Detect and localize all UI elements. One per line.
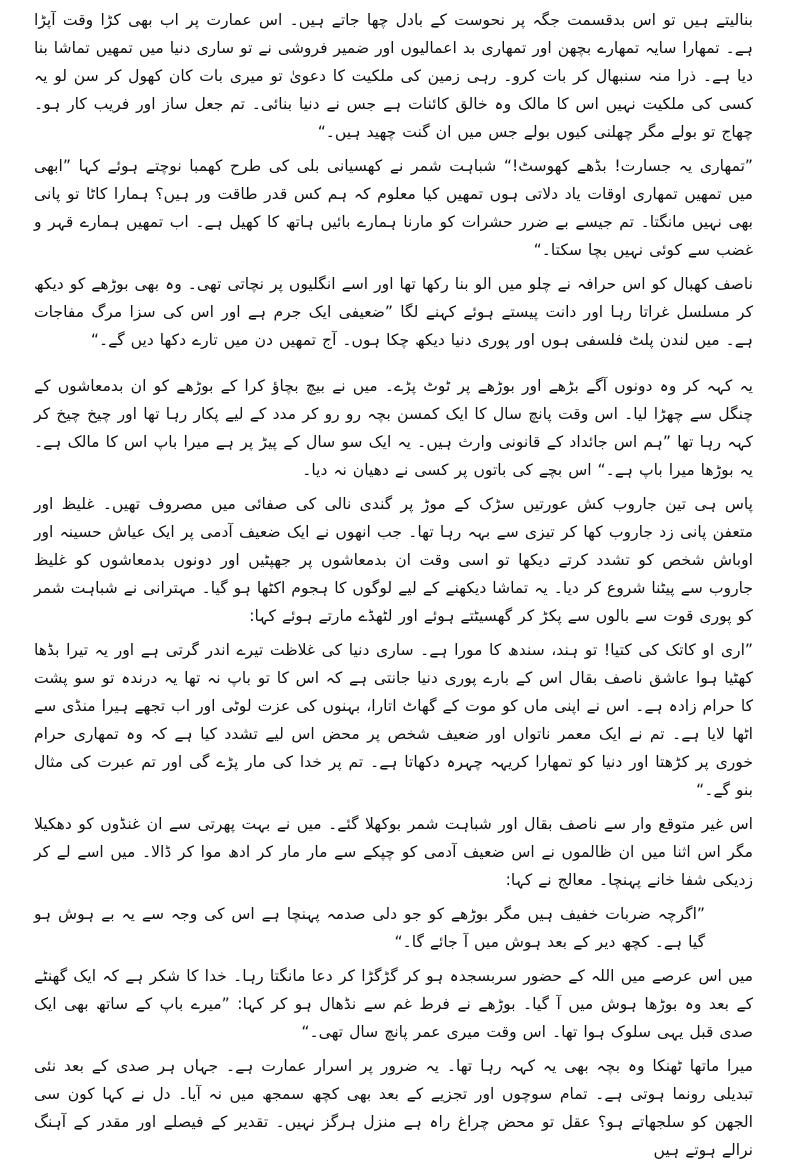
paragraph-9: میں اس عرصے میں اللہ کے حضور سربسجدہ ہو کر گڑگڑا کر دعا مانگتا رہا۔ خدا کا شکر ہے کہ ایک گھنٹے کے بعد وہ بوڑھا ہوش میں آ گیا۔ بوڑھے نے فرط غم سے نڈھال ہو کر کہا: ”میرے باپ کے ساتھ بھی ایک صدی قبل یہی سلوک ہوا تھا۔ اس وقت میری عمر پانچ سال تھی۔“ <box>34 967 753 1041</box>
paragraph-2: ”تمھاری یہ جسارت! بڈھے کھوسٹ!“ شباہت شمر نے کھسیانی بلی کی طرح کھمبا نوچتے ہوئے کہا ”ابھی میں تمھیں تمھاری اوقات یاد دلاتی ہوں تمھیں کیا معلوم کہ ہم کس قدر طاقت ور ہیں؟ ہمارا کاٹا تو پانی بھی نہیں مانگتا۔ تم جیسے بے ضرر حشرات کو مارنا ہمارے بائیں ہاتھ کا کھیل ہے۔ اب تمھیں ہمارے قہر و غضب سے کوئی نہیں بچا سکتا۔“ <box>34 157 753 259</box>
paragraph-1: بنالیتے ہیں تو اس بدقسمت جگہ پر نحوست کے بادل چھا جاتے ہیں۔ اس عمارت پر اب بھی کڑا وقت آپڑا ہے۔ تمھارا سایہ تمھارے بچھن اور تمھاری بد اعمالیوں اور ضمیر فروشی نے تو ساری دنیا میں تمھیں تماشا بنا دیا ہے۔ ذرا منہ سنبھال کر بات کرو۔ رہی زمین کی ملکیت کا دعویٰ تو میری بات کان کھول کر سن لو یہ کسی کی ملکیت نہیں اس کا مالک وہ خالق کائنات ہے جس نے دنیا بنائی۔ تم جعل ساز اور فریب کار ہو۔ چھاج تو بولے مگر چھلنی کیوں بولے جس میں ان گنت چھید ہیں۔“ <box>34 11 753 141</box>
paragraph-3: ناصف کھبال کو اس حرافہ نے چلو میں الو بنا رکھا تھا اور اسے انگلیوں پر نچاتی تھی۔ وہ بھی بوڑھے کو دیکھ کر مسلسل غراتا رہا اور دانت پیستے ہوئے کہنے لگا ”ضعیفی ایک جرم ہے اور اس کی سزا مرگ مفاجات ہے۔ میں لندن پلٹ فلسفی ہوں اور پوری دنیا دیکھ چکا ہوں۔ آج تمھیں دن میں تارے دکھا دیں گے۔“ <box>34 275 753 349</box>
paragraph-6: ”اری او کاتک کی کتیا! تو ہند، سندھ کا مورا ہے۔ ساری دنیا کی غلاظت تیرے اندر گرتی ہے اور یہ تیرا بڈھا کھٹیا ہوا عاشق ناصف بقال اس کے بارے پوری دنیا جانتی ہے کہ اس کا تو باپ نہ تھا یہ درندہ تو سو پشت کا حرام زادہ ہے۔ اس نے اپنی ماں کو موت کے گھاٹ اتارا، بہنوں کی عزت لوٹی اور اب تجھے ہیرا منڈی سے اٹھا لایا ہے۔ تم نے ایک معمر ناتواں اور ضعیف شخص پر محض اس لیے تشدد کیا ہے کہ وہ تمھاری حرام خوری پر کڑھتا اور دنیا کو تمھارا کریہہ چہرہ دکھاتا ہے۔ تم پر خدا کی مار پڑے گی اور تم عبرت کی مثال بنو گے۔“ <box>34 641 753 799</box>
paragraph-7: اس غیر متوقع وار سے ناصف بقال اور شباہت شمر بوکھلا گئے۔ میں نے بہت پھرتی سے ان غنڈوں کو دھکیلا مگر اس اثنا میں ان ظالموں نے اس ضعیف آدمی کو چپکے سے مار مار کر ادھ موا کر ڈالا۔ میں اسے لے کر زدیکی شفا خانے پہنچا۔ معالج نے کہا: <box>34 815 753 889</box>
paragraph-5: پاس ہی تین جاروب کش عورتیں سڑک کے موڑ پر گندی نالی کی صفائی میں مصروف تھیں۔ غلیظ اور متعفن پانی زد جاروب کھا کر تیزی سے بہہ رہا تھا۔ جب انھوں نے ایک ضعیف آدمی پر ایک عیاش حسینہ اور اوباش شخص کو تشدد کرتے دیکھا تو اسی وقت ان بدمعاشوں پر جھپٹیں اور دونوں بدمعاشوں کو غلیظ جاروب سے پیٹنا شروع کر دیا۔ یہ تماشا دیکھنے کے لیے لوگوں کا ہجوم اکٹھا ہو گیا۔ مہترانی نے شباہت شمر کو پوری قوت سے بالوں سے پکڑ کر گھسیٹتے ہوئے اور لٹھڈے مارتے ہوئے کہا: <box>34 495 753 625</box>
paragraph-4: یہ کہہ کر وہ دونوں آگے بڑھے اور بوڑھے پر ٹوٹ پڑے۔ میں نے بیچ بچاؤ کرا کے بوڑھے کو ان بدمعاشوں کے چنگل سے چھڑا لیا۔ اس وقت پانچ سال کا ایک کمسن بچہ رو رو کر مدد کے لیے پکار رہا تھا اور چیخ چیخ کر کہہ رہا تھا ”ہم اس جائداد کے قانونی وارث ہیں۔ یہ ایک سو سال کے پیڑ پر ہے میرا باپ اس کا مالک ہے۔ یہ بوڑھا میرا باپ ہے۔“ اس بچے کی باتوں پر کسی نے دھیان نہ دیا۔ <box>34 377 753 479</box>
paragraph-8: ”اگرچہ ضربات خفیف ہیں مگر بوڑھے کو جو دلی صدمہ پہنچا ہے اس کی وجہ سے یہ بے ہوش ہو گیا ہے۔ کچھ دیر کے بعد ہوش میں آ جائے گا۔“ <box>34 905 705 951</box>
paragraph-10: میرا ماتھا ٹھنکا وہ بچہ بھی یہ کہہ رہا تھا۔ یہ ضرور پر اسرار عمارت ہے۔ جہاں ہر صدی کے بعد نئی تبدیلی رونما ہوتی ہے۔ تمام سوچوں اور تجزیے کے بعد بھی کچھ سمجھ میں نہ آیا۔ دل نے کہا کون سی الجھن کو سلجھاتے ہو؟ عقل تو محض چراغ راہ ہے منزل ہرگز نہیں۔ تقدیر کے فیصلے اور مقدر کے آہنگ نرالے ہوتے ہیں <box>34 1057 753 1159</box>
